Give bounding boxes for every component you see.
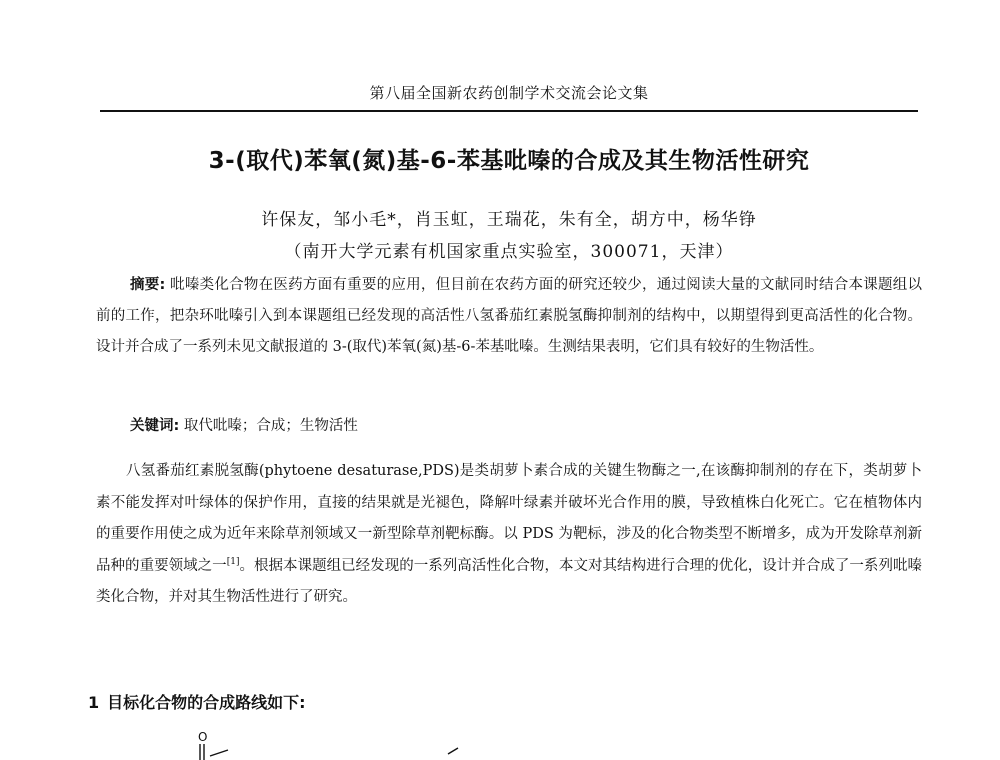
section-heading — [88, 690, 918, 713]
section-number: 1 — [88, 693, 100, 712]
citation-ref[interactable]: [1] — [226, 556, 240, 567]
intro-text: 八氢番茄红素脱氢酶(phytoene desaturase,PDS)是类胡萝卜素合成的关键生物酶之一,在该酶抑制剂的存在下，类胡萝卜素不能发挥对叶绿体的保护作用，直接的结果就是光褪色，降解叶绿素并破坏光合作用的膜，导致植株白化死亡。它在植物体内的重要作用使之成为近年来除草剂领域又一新型除草剂靶标酶。以 PDS 为靶标，涉及的化合物类型不断增多，成为开发除草剂新品种的重要领域之一 — [96, 463, 922, 574]
keywords-label: 关键词: — [130, 418, 180, 434]
keywords-text: 取代吡嗪；合成；生物活性 — [183, 418, 358, 434]
section-title: 目标化合物的合成路线如下: — [107, 693, 306, 712]
running-header: 第八届全国新农药创制学术交流会论文集 — [369, 84, 649, 102]
abstract — [96, 270, 922, 363]
structure-bond-angled — [210, 750, 228, 756]
intro-paragraph — [96, 456, 922, 614]
structure-bond-right — [448, 748, 458, 754]
affiliation: （南开大学元素有机国家重点实验室，300071，天津） — [284, 242, 734, 262]
header-rule — [100, 110, 918, 112]
structure-atom-label: O — [198, 730, 208, 744]
keywords — [130, 414, 920, 435]
intro-text-continued: 。根据本课题组已经发现的一系列高活性化合物，本文对其结构进行合理的优化，设计并合成了一系列吡嗪类化合物，并对其生物活性进行了研究。 — [96, 557, 922, 605]
abstract-text: 吡嗪类化合物在医药方面有重要的应用，但目前在农药方面的研究还较少，通过阅读大量的文献同时结合本课题组以前的工作，把杂环吡嗪引入到本课题组已经发现的高活性八氢番茄红素脱氢酶抑制剂的结构中，以期望得到更高活性的化合物。设计并合成了一系列未见文献报道的 3-(取代)苯氧(氮)基-6-苯基吡嗪。生测结果表明，它们具有较好的生物活性。 — [96, 277, 922, 355]
author-list: 许保友，邹小毛*，肖玉虹，王瑞花，朱有全，胡方中，杨华铮 — [261, 210, 757, 230]
paper-title: 3-(取代)苯氧(氮)基-6-苯基吡嗪的合成及其生物活性研究 — [208, 148, 810, 174]
abstract-label: 摘要: — [130, 277, 166, 293]
chemical-structure-fragment — [180, 728, 480, 760]
